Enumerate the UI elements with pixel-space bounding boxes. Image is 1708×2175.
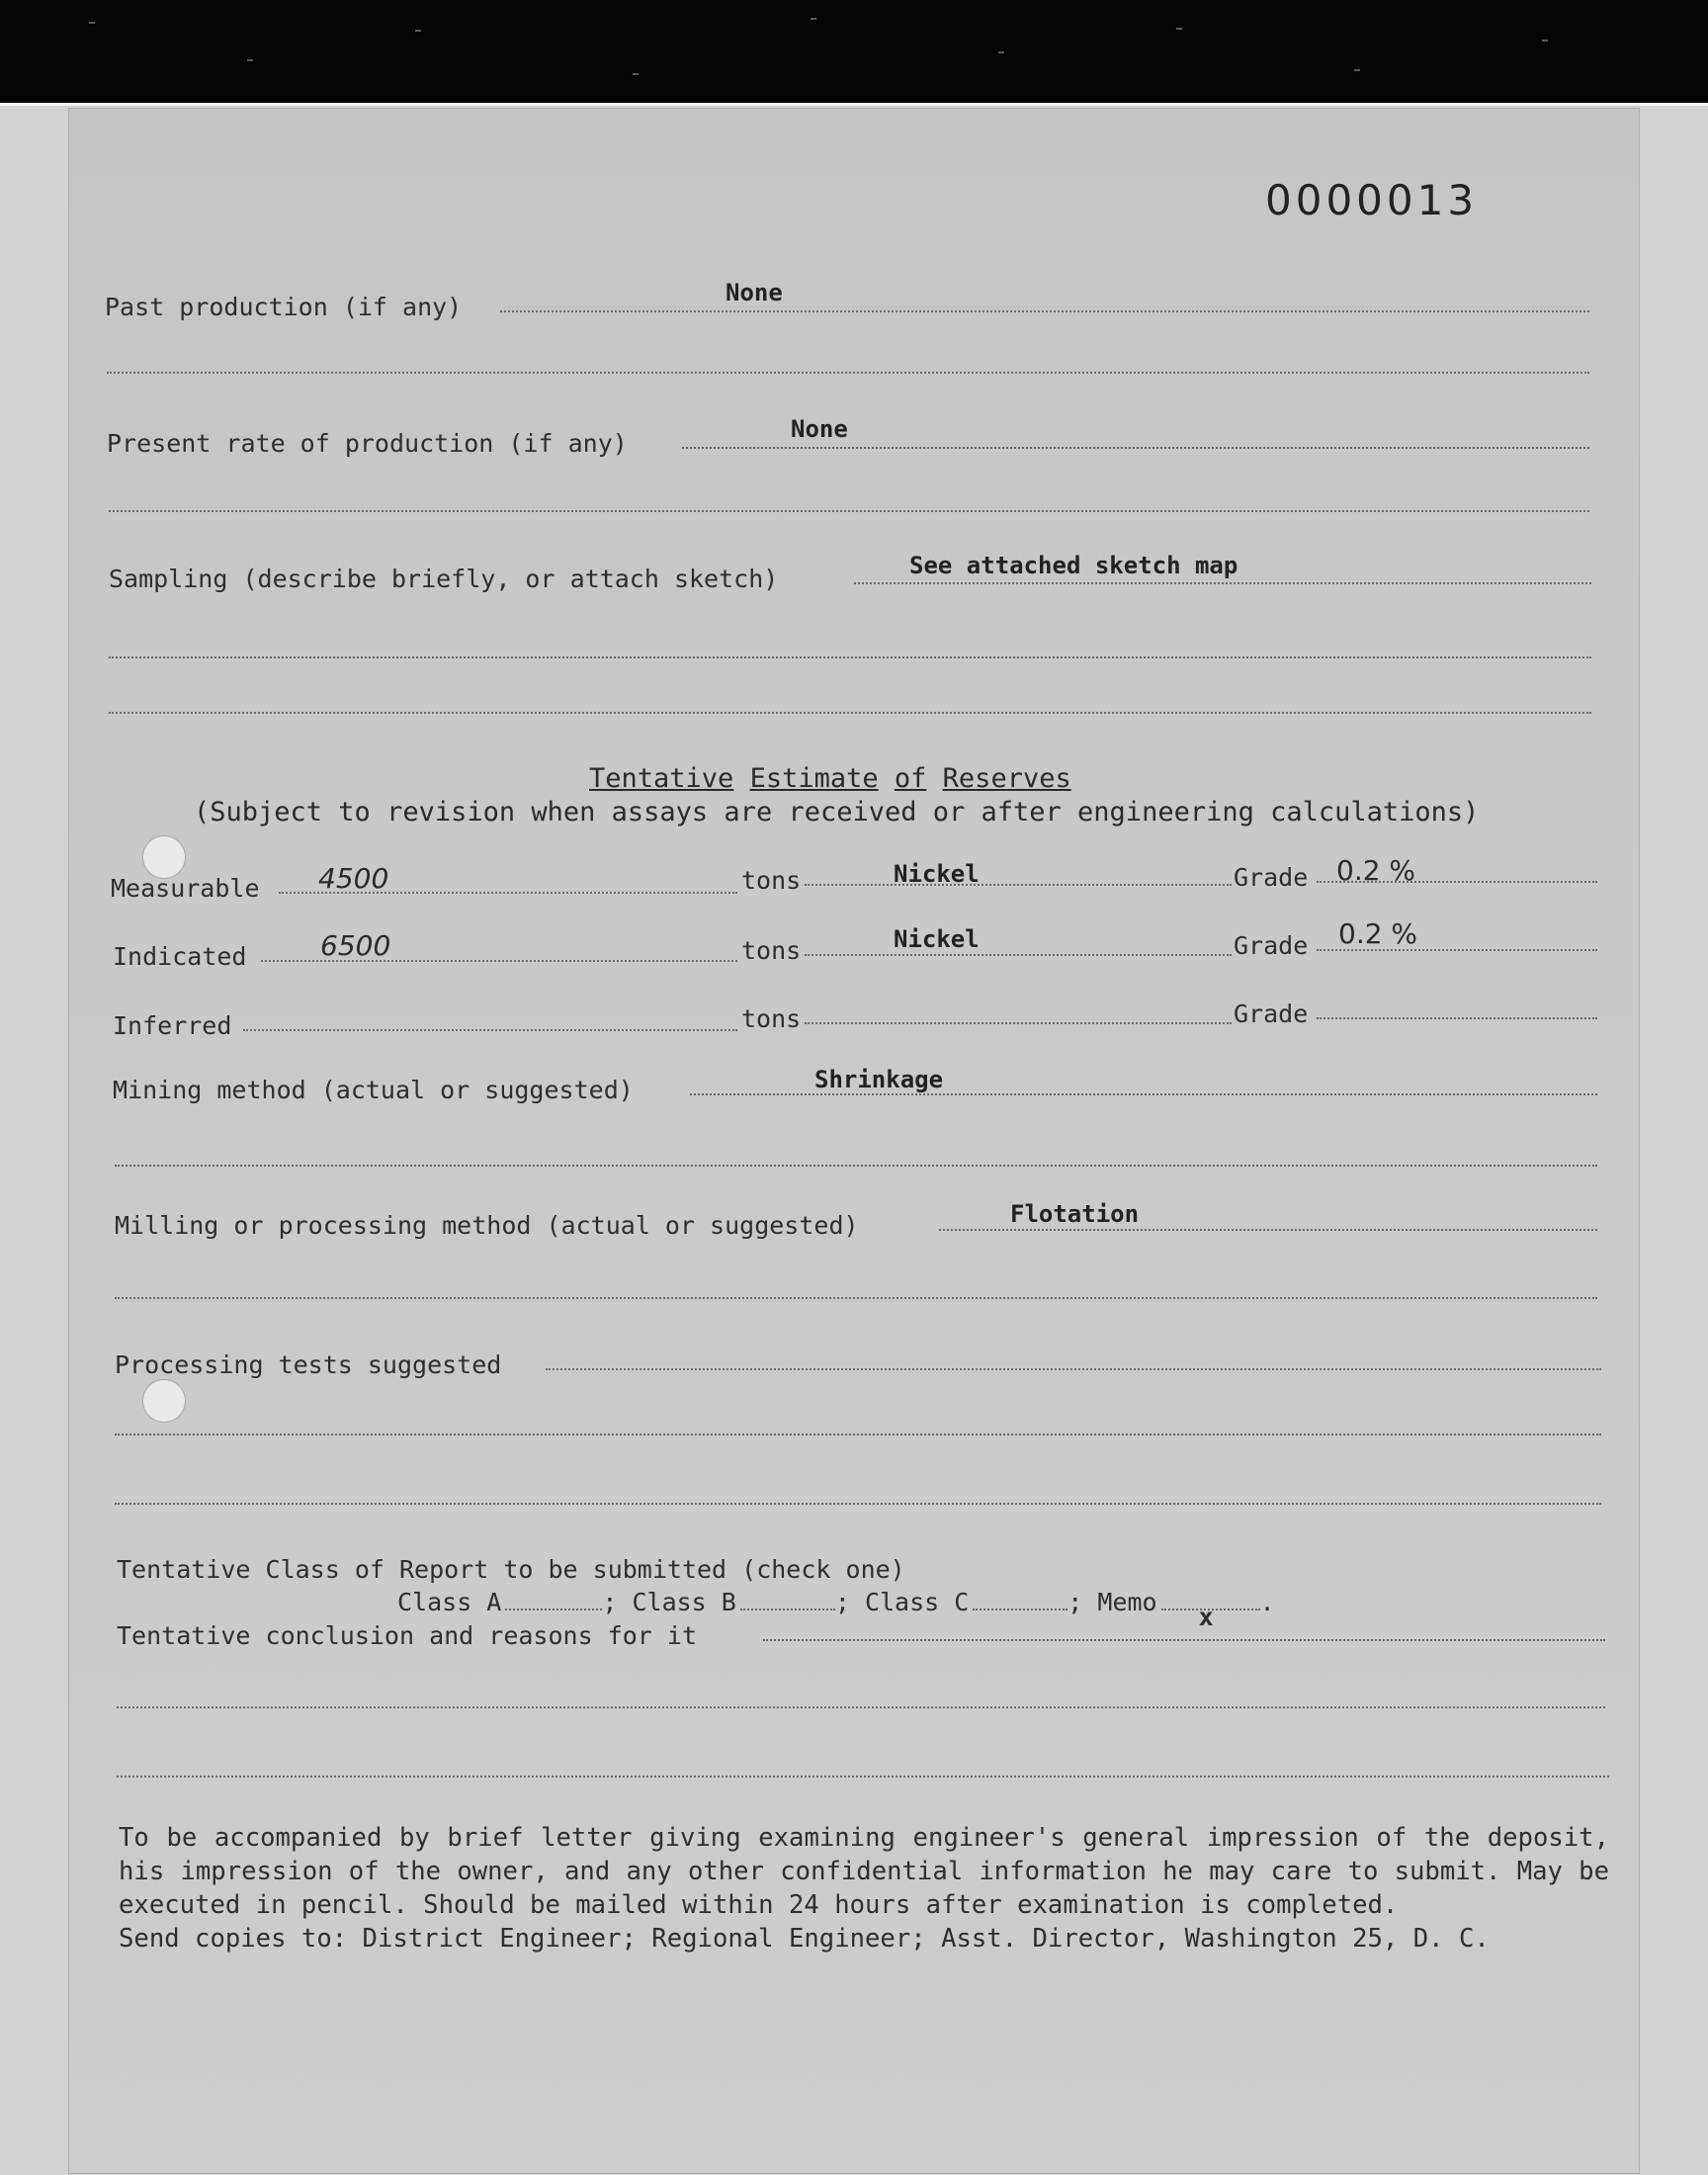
send-copies-line: Send copies to: District Engineer; Regional Engineer; Asst. Director, Washington 25, D. C. — [119, 1924, 1490, 1954]
indicated-grade-label: Grade — [1234, 931, 1309, 960]
indicated-mineral-value: Nickel — [894, 925, 980, 953]
blank-line — [107, 372, 1589, 374]
report-class-options: Class A ; Class B ; Class C ; Memo x . — [397, 1588, 1275, 1631]
past-production-label: Past production (if any) — [105, 293, 463, 321]
measurable-label: Measurable — [111, 874, 260, 903]
class-c-blank — [973, 1609, 1068, 1610]
measurable-grade-label: Grade — [1234, 863, 1309, 892]
sampling-value: See attached sketch map — [909, 552, 1238, 579]
processing-tests-leader — [546, 1368, 1601, 1370]
measurable-tons-label: tons — [741, 866, 802, 895]
memo-label: Memo — [1097, 1588, 1157, 1616]
blank-line — [109, 712, 1591, 714]
class-b-blank — [740, 1609, 835, 1610]
past-production-value: None — [726, 279, 783, 306]
indicated-grade-value: 0.2 % — [1338, 917, 1418, 950]
punch-hole-bottom — [142, 1379, 186, 1423]
inferred-label: Inferred — [113, 1011, 232, 1040]
mining-method-leader — [690, 1093, 1597, 1095]
mining-method-value: Shrinkage — [814, 1066, 944, 1093]
memo-check-mark: x — [1198, 1603, 1214, 1631]
blank-line — [117, 1776, 1609, 1778]
inferred-grade-label: Grade — [1234, 1000, 1309, 1028]
inferred-mineral-leader — [805, 1022, 1232, 1024]
indicated-label: Indicated — [113, 942, 247, 971]
indicated-tons-label: tons — [741, 936, 802, 965]
milling-method-leader — [939, 1229, 1597, 1231]
report-class-label: Tentative Class of Report to be submitted (check one) — [117, 1555, 905, 1584]
reserves-subheading: (Subject to revision when assays are received or after engineering calculations) — [194, 797, 1480, 827]
inferred-grade-leader — [1317, 1017, 1597, 1019]
scan-top-band — [0, 0, 1708, 106]
punch-hole-top — [142, 835, 186, 879]
milling-method-label: Milling or processing method (actual or suggested) — [115, 1211, 859, 1240]
blank-line — [109, 510, 1589, 512]
present-rate-value: None — [791, 415, 848, 443]
blank-line — [109, 656, 1591, 658]
indicated-tons-value: 6500 — [320, 929, 391, 962]
milling-method-value: Flotation — [1010, 1200, 1140, 1228]
conclusion-leader — [763, 1639, 1605, 1641]
measurable-mineral-leader — [805, 884, 1232, 886]
sampling-leader — [854, 582, 1591, 584]
class-a-label: Class A — [397, 1588, 502, 1616]
class-c-label: Class C — [864, 1588, 970, 1616]
measurable-mineral-value: Nickel — [894, 860, 980, 888]
heading-word: of — [894, 763, 927, 794]
mining-method-label: Mining method (actual or suggested) — [113, 1076, 634, 1104]
measurable-tons-value: 4500 — [318, 862, 389, 895]
measurable-grade-value: 0.2 % — [1336, 854, 1416, 887]
heading-word: Reserves — [942, 763, 1071, 794]
blank-line — [115, 1503, 1601, 1505]
blank-line — [115, 1165, 1597, 1167]
indicated-mineral-leader — [805, 954, 1232, 956]
processing-tests-label: Processing tests suggested — [115, 1350, 502, 1379]
class-a-blank — [505, 1609, 602, 1610]
conclusion-label: Tentative conclusion and reasons for it — [117, 1621, 697, 1650]
form-instructions — [119, 1821, 1609, 1956]
present-rate-label: Present rate of production (if any) — [107, 429, 628, 458]
class-b-label: Class B — [632, 1588, 736, 1616]
heading-word: Tentative — [589, 763, 734, 794]
heading-word: Estimate — [749, 763, 879, 794]
document-number: 0000013 — [1265, 176, 1479, 224]
blank-line — [117, 1706, 1605, 1708]
blank-line — [115, 1434, 1601, 1436]
sampling-label: Sampling (describe briefly, or attach sketch) — [109, 565, 779, 593]
instructions-paragraph: To be accompanied by brief letter giving examining engineer's general impression of the deposit, his impression of the owner, and any other confidential information he may care to submit. May be executed in pencil. Should be mailed within 24 hours after examination is completed. — [119, 1823, 1609, 1920]
past-production-leader — [500, 310, 1589, 312]
inferred-tons-leader — [243, 1029, 737, 1031]
inferred-tons-label: tons — [741, 1004, 802, 1033]
memo-blank — [1161, 1603, 1260, 1631]
present-rate-leader — [682, 447, 1589, 449]
blank-line — [115, 1297, 1597, 1299]
reserves-heading — [589, 763, 1071, 794]
